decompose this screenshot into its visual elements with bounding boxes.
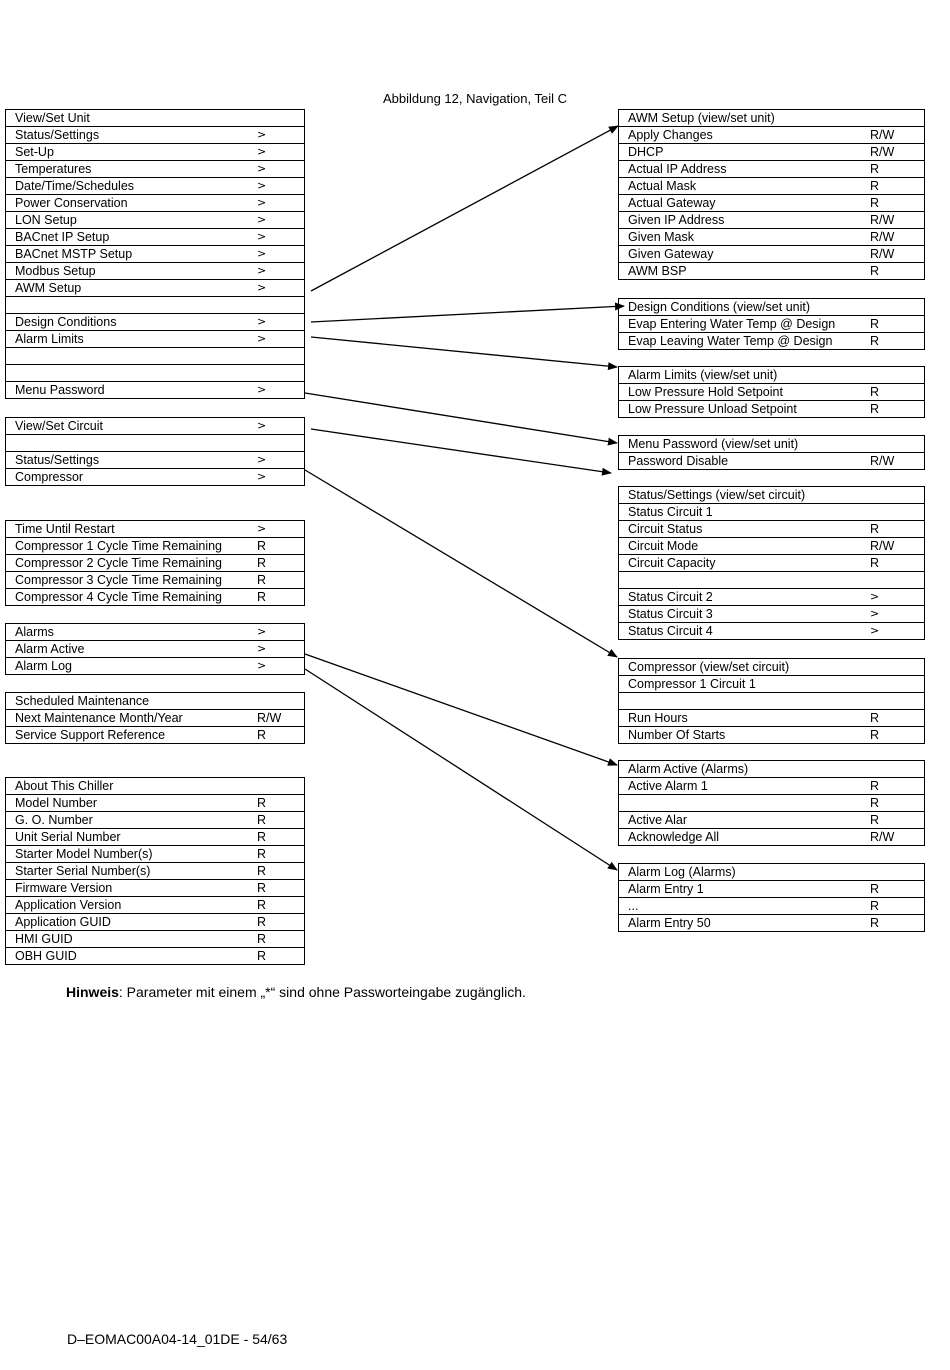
menu-row — [619, 178, 924, 195]
menu-row-label: Starter Serial Number(s) — [15, 864, 151, 878]
menu-row — [6, 365, 304, 382]
access-mode: R/W — [870, 539, 895, 553]
menu-row[interactable] — [6, 452, 304, 469]
menu-row — [6, 795, 304, 812]
access-mode: R — [257, 590, 267, 604]
menu-row — [619, 504, 924, 521]
menu-row-label: ... — [628, 899, 639, 913]
menu-row-label: Temperatures — [15, 162, 92, 176]
menu-row — [619, 898, 924, 915]
arrow-compressor — [305, 470, 617, 657]
menu-row-label: Alarm Log (Alarms) — [628, 865, 736, 879]
submenu-arrow-icon: > — [257, 383, 267, 396]
menu-box-awm-setup — [618, 109, 925, 280]
menu-row-label: Given IP Address — [628, 213, 725, 227]
access-mode: R — [870, 385, 880, 399]
menu-row[interactable] — [6, 418, 304, 435]
access-mode: R/W — [870, 454, 895, 468]
access-mode: R — [870, 899, 880, 913]
menu-row-label: Unit Serial Number — [15, 830, 121, 844]
submenu-arrow-icon: > — [257, 230, 267, 243]
menu-row — [619, 384, 924, 401]
arrow-alarm-log — [305, 669, 617, 870]
menu-row — [6, 931, 304, 948]
access-mode: R — [870, 779, 880, 793]
note — [66, 984, 526, 1000]
menu-row[interactable] — [6, 229, 304, 246]
menu-row-label: OBH GUID — [15, 949, 77, 963]
menu-row-label: Number Of Starts — [628, 728, 726, 742]
menu-row[interactable] — [6, 195, 304, 212]
menu-box-status-settings-circuit — [618, 486, 925, 640]
menu-row-label: Status Circuit 1 — [628, 505, 713, 519]
menu-box-alarm-log — [618, 863, 925, 932]
access-mode: R — [257, 556, 267, 570]
access-mode: R — [257, 915, 267, 929]
menu-row-label: Menu Password (view/set unit) — [628, 437, 799, 451]
menu-row[interactable] — [6, 127, 304, 144]
menu-box-compressor-circuit — [618, 658, 925, 744]
access-mode: R — [257, 949, 267, 963]
menu-row — [619, 693, 924, 710]
menu-row — [6, 555, 304, 572]
menu-box-alarms — [5, 623, 305, 675]
access-mode: R — [257, 864, 267, 878]
menu-row[interactable] — [619, 606, 924, 623]
menu-row[interactable] — [6, 263, 304, 280]
access-mode: R — [870, 728, 880, 742]
menu-row-label: Run Hours — [628, 711, 688, 725]
menu-box-menu-password — [618, 435, 925, 470]
submenu-arrow-icon: > — [257, 470, 267, 483]
menu-box-alarm-limits — [618, 366, 925, 418]
access-mode: R — [257, 796, 267, 810]
submenu-arrow-icon: > — [257, 179, 267, 192]
menu-row-label: Alarm Entry 50 — [628, 916, 711, 930]
menu-row-label: Actual Gateway — [628, 196, 716, 210]
menu-row — [619, 659, 924, 676]
menu-row — [619, 316, 924, 333]
menu-row — [619, 144, 924, 161]
arrow-alarm-active — [305, 654, 617, 765]
submenu-arrow-icon: > — [257, 522, 267, 535]
menu-row — [619, 453, 924, 470]
menu-row — [619, 161, 924, 178]
menu-row-label: Given Gateway — [628, 247, 714, 261]
submenu-arrow-icon: > — [257, 196, 267, 209]
menu-row-label: G. O. Number — [15, 813, 93, 827]
menu-row-label: Evap Leaving Water Temp @ Design — [628, 334, 833, 348]
menu-row-label: BACnet MSTP Setup — [15, 247, 133, 261]
submenu-arrow-icon: > — [257, 213, 267, 226]
submenu-arrow-icon: > — [257, 281, 267, 294]
note-text: : Parameter mit einem „*“ sind ohne Passworteingabe zugänglich. — [118, 984, 526, 1000]
menu-row-label: Compressor 1 Circuit 1 — [628, 677, 756, 691]
submenu-arrow-icon: > — [257, 453, 267, 466]
menu-row — [619, 110, 924, 127]
submenu-arrow-icon: > — [257, 625, 267, 638]
menu-row — [619, 915, 924, 932]
access-mode: R — [870, 711, 880, 725]
menu-row — [619, 864, 924, 881]
menu-row[interactable] — [6, 178, 304, 195]
menu-row-label: Circuit Status — [628, 522, 703, 536]
menu-row — [619, 555, 924, 572]
menu-row-label: Compressor (view/set circuit) — [628, 660, 790, 674]
menu-row-label: Actual Mask — [628, 179, 697, 193]
menu-row — [6, 110, 304, 127]
menu-row[interactable] — [619, 589, 924, 606]
page-footer: D–EOMAC00A04-14_01DE - 54/63 — [67, 1331, 288, 1347]
menu-row-label: Model Number — [15, 796, 97, 810]
access-mode: R/W — [870, 128, 895, 142]
menu-row-label: LON Setup — [15, 213, 77, 227]
access-mode: R — [257, 573, 267, 587]
menu-row-label: Scheduled Maintenance — [15, 694, 150, 708]
menu-row — [619, 246, 924, 263]
menu-row — [619, 195, 924, 212]
menu-row-label: Design Conditions — [15, 315, 117, 329]
figure-title: Abbildung 12, Navigation, Teil C — [382, 91, 568, 106]
menu-row — [619, 212, 924, 229]
menu-row-label: Alarm Limits — [15, 332, 84, 346]
menu-box-about-this-chiller — [5, 777, 305, 965]
menu-row — [619, 778, 924, 795]
menu-row — [619, 333, 924, 350]
submenu-arrow-icon: > — [257, 162, 267, 175]
menu-row-label: AWM Setup — [15, 281, 82, 295]
submenu-arrow-icon: > — [257, 247, 267, 260]
menu-row-label: Alarm Limits (view/set unit) — [628, 368, 778, 382]
access-mode: R — [257, 898, 267, 912]
menu-row — [6, 589, 304, 606]
menu-row-label: Compressor — [15, 470, 84, 484]
menu-row — [619, 676, 924, 693]
menu-row — [6, 829, 304, 846]
submenu-arrow-icon: > — [257, 264, 267, 277]
menu-row-label: Actual IP Address — [628, 162, 727, 176]
access-mode: R — [257, 932, 267, 946]
menu-row-label: About This Chiller — [15, 779, 114, 793]
menu-row — [619, 521, 924, 538]
access-mode: R — [870, 882, 880, 896]
menu-row-label: Status/Settings (view/set circuit) — [628, 488, 806, 502]
submenu-arrow-icon: > — [257, 315, 267, 328]
menu-row — [6, 778, 304, 795]
menu-row-label: Alarm Active (Alarms) — [628, 762, 749, 776]
menu-box-alarm-active — [618, 760, 925, 846]
menu-row-label: Alarms — [15, 625, 54, 639]
menu-row-label: Compressor 1 Cycle Time Remaining — [15, 539, 223, 553]
menu-row[interactable] — [6, 469, 304, 486]
menu-row[interactable] — [6, 246, 304, 263]
menu-row — [619, 367, 924, 384]
menu-row-label: Low Pressure Unload Setpoint — [628, 402, 797, 416]
menu-row[interactable] — [619, 623, 924, 640]
menu-row-label: HMI GUID — [15, 932, 73, 946]
menu-row — [6, 297, 304, 314]
menu-row-label: Circuit Capacity — [628, 556, 716, 570]
menu-row-label: Alarm Active — [15, 642, 85, 656]
menu-row-label: Acknowledge All — [628, 830, 720, 844]
menu-box-view-set-circuit — [5, 417, 305, 486]
menu-row — [6, 863, 304, 880]
menu-row — [6, 693, 304, 710]
menu-row — [619, 881, 924, 898]
menu-row — [619, 572, 924, 589]
menu-box-scheduled-maintenance — [5, 692, 305, 744]
access-mode: R/W — [870, 230, 895, 244]
menu-row-label: Menu Password — [15, 383, 105, 397]
menu-row-label: BACnet IP Setup — [15, 230, 110, 244]
menu-row — [6, 572, 304, 589]
access-mode: R — [257, 847, 267, 861]
menu-row[interactable] — [6, 624, 304, 641]
menu-row-label: Modbus Setup — [15, 264, 96, 278]
menu-row-label: Given Mask — [628, 230, 694, 244]
menu-row — [6, 880, 304, 897]
menu-row[interactable] — [6, 280, 304, 297]
menu-row — [619, 436, 924, 453]
menu-row-label: Compressor 2 Cycle Time Remaining — [15, 556, 223, 570]
menu-row-label: Status/Settings — [15, 128, 100, 142]
access-mode: R — [257, 881, 267, 895]
menu-row-label: Compressor 4 Cycle Time Remaining — [15, 590, 223, 604]
submenu-arrow-icon: > — [870, 607, 880, 620]
access-mode: R — [870, 317, 880, 331]
access-mode: R — [257, 728, 267, 742]
menu-row[interactable] — [6, 382, 304, 399]
access-mode: R — [870, 196, 880, 210]
menu-box-design-conditions — [618, 298, 925, 350]
menu-row-label: Service Support Reference — [15, 728, 166, 742]
submenu-arrow-icon: > — [257, 128, 267, 141]
menu-row[interactable] — [6, 658, 304, 675]
menu-row-label: Set-Up — [15, 145, 54, 159]
access-mode: R/W — [257, 711, 282, 725]
access-mode: R/W — [870, 247, 895, 261]
menu-row-label: Application Version — [15, 898, 122, 912]
arrow-menu-password — [305, 393, 617, 443]
menu-row — [6, 948, 304, 965]
access-mode: R — [870, 162, 880, 176]
menu-row — [6, 727, 304, 744]
menu-row-label: Active Alarm 1 — [628, 779, 708, 793]
access-mode: R — [870, 916, 880, 930]
menu-row-label: Alarm Entry 1 — [628, 882, 704, 896]
menu-row — [619, 710, 924, 727]
submenu-arrow-icon: > — [257, 145, 267, 158]
arrow-awm-setup — [311, 126, 618, 291]
menu-row-label: Status Circuit 3 — [628, 607, 713, 621]
menu-row[interactable] — [6, 521, 304, 538]
menu-row-label: Firmware Version — [15, 881, 113, 895]
submenu-arrow-icon: > — [870, 590, 880, 603]
menu-row-label: DHCP — [628, 145, 664, 159]
menu-row — [6, 914, 304, 931]
menu-row[interactable] — [6, 641, 304, 658]
access-mode: R/W — [870, 213, 895, 227]
access-mode: R — [257, 830, 267, 844]
menu-row-label: Status Circuit 2 — [628, 590, 713, 604]
menu-row-label: Password Disable — [628, 454, 729, 468]
menu-row — [619, 229, 924, 246]
menu-row — [619, 127, 924, 144]
menu-row — [619, 761, 924, 778]
menu-row — [619, 299, 924, 316]
menu-row-label: Time Until Restart — [15, 522, 115, 536]
submenu-arrow-icon: > — [257, 659, 267, 672]
access-mode: R — [870, 179, 880, 193]
menu-row — [6, 846, 304, 863]
menu-row[interactable] — [6, 331, 304, 348]
access-mode: R — [870, 813, 880, 827]
menu-row — [6, 435, 304, 452]
submenu-arrow-icon: > — [870, 624, 880, 637]
menu-row-label: Apply Changes — [628, 128, 713, 142]
menu-row-label: View/Set Circuit — [15, 419, 103, 433]
menu-row — [619, 727, 924, 744]
arrow-design-conditions — [311, 306, 624, 322]
arrow-alarm-limits — [311, 337, 617, 367]
submenu-arrow-icon: > — [257, 332, 267, 345]
submenu-arrow-icon: > — [257, 419, 267, 432]
menu-row — [6, 812, 304, 829]
menu-row[interactable] — [6, 212, 304, 229]
menu-row — [619, 795, 924, 812]
submenu-arrow-icon: > — [257, 642, 267, 655]
menu-row[interactable] — [6, 314, 304, 331]
menu-row — [619, 829, 924, 846]
access-mode: R — [257, 539, 267, 553]
menu-row — [619, 263, 924, 280]
access-mode: R — [870, 556, 880, 570]
menu-row — [619, 538, 924, 555]
arrow-status-settings-circuit — [311, 429, 611, 473]
menu-row-label: Status/Settings — [15, 453, 100, 467]
menu-row-label: View/Set Unit — [15, 111, 90, 125]
menu-row[interactable] — [6, 161, 304, 178]
menu-row-label: AWM BSP — [628, 264, 687, 278]
note-label: Hinweis — [66, 984, 119, 1000]
menu-row — [619, 487, 924, 504]
access-mode: R/W — [870, 830, 895, 844]
menu-row[interactable] — [6, 144, 304, 161]
access-mode: R/W — [870, 145, 895, 159]
menu-row-label: Active Alar — [628, 813, 688, 827]
menu-row-label: Status Circuit 4 — [628, 624, 713, 638]
access-mode: R — [870, 264, 880, 278]
menu-row — [6, 348, 304, 365]
menu-row — [6, 710, 304, 727]
access-mode: R — [870, 402, 880, 416]
menu-row-label: Design Conditions (view/set unit) — [628, 300, 811, 314]
menu-row-label: Application GUID — [15, 915, 111, 929]
menu-row-label: Power Conservation — [15, 196, 128, 210]
access-mode: R — [870, 334, 880, 348]
menu-row-label: AWM Setup (view/set unit) — [628, 111, 775, 125]
access-mode: R — [870, 796, 880, 810]
menu-box-time-until-restart — [5, 520, 305, 606]
menu-row — [619, 401, 924, 418]
menu-row-label: Alarm Log — [15, 659, 72, 673]
menu-row-label: Circuit Mode — [628, 539, 699, 553]
menu-box-view-set-unit — [5, 109, 305, 399]
access-mode: R — [870, 522, 880, 536]
menu-row-label: Date/Time/Schedules — [15, 179, 135, 193]
menu-row-label: Low Pressure Hold Setpoint — [628, 385, 783, 399]
menu-row-label: Next Maintenance Month/Year — [15, 711, 183, 725]
menu-row-label: Starter Model Number(s) — [15, 847, 153, 861]
menu-row — [6, 538, 304, 555]
access-mode: R — [257, 813, 267, 827]
menu-row — [6, 897, 304, 914]
menu-row — [619, 812, 924, 829]
menu-row-label: Compressor 3 Cycle Time Remaining — [15, 573, 223, 587]
menu-row-label: Evap Entering Water Temp @ Design — [628, 317, 836, 331]
